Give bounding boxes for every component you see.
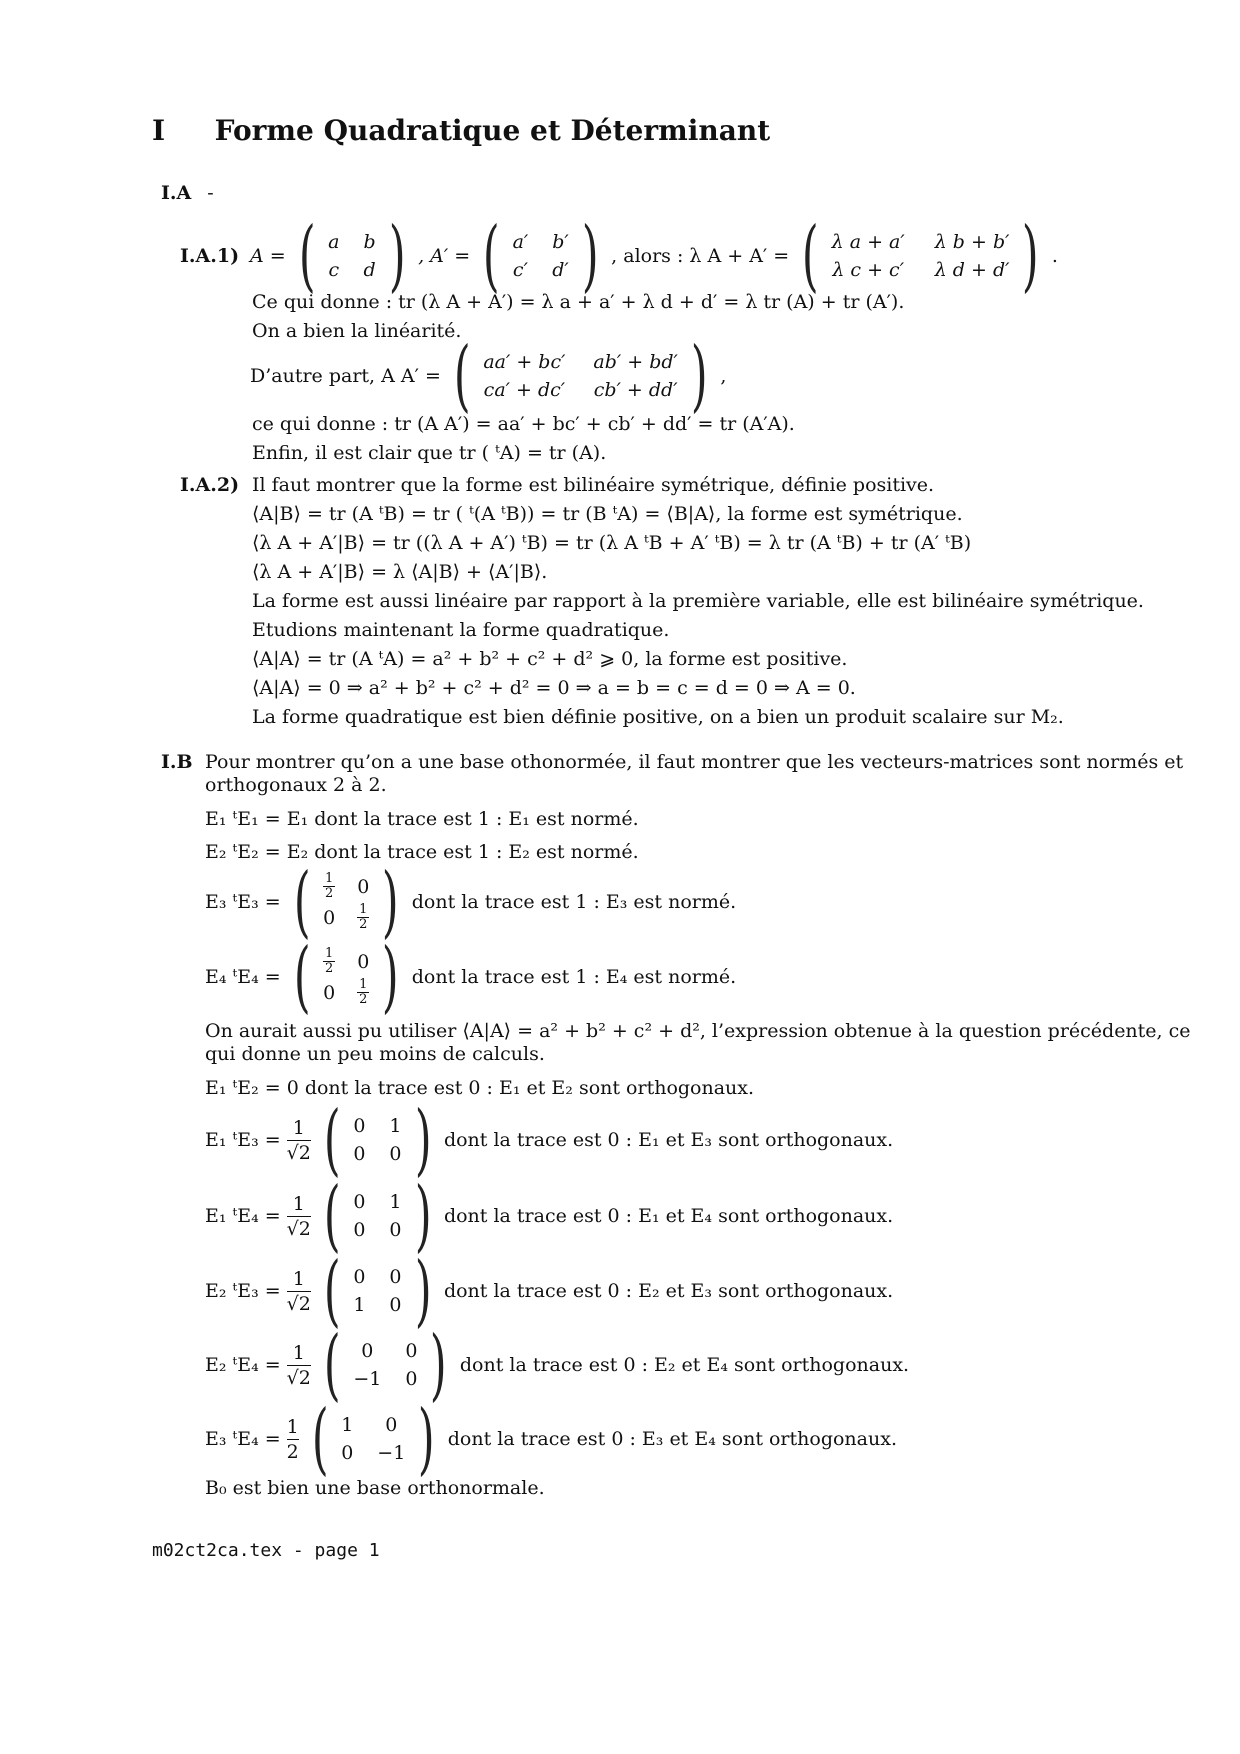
matrix-cell: a	[328, 231, 340, 253]
e3-lhs: E₃ ᵗE₃ =	[205, 891, 281, 913]
product-equation	[205, 1320, 910, 1410]
left-paren: (	[482, 211, 500, 301]
conclusion-line: B₀ est bien une base orthonormale.	[205, 1477, 545, 1499]
fraction-half: $\frac{1}{2}$	[359, 902, 368, 932]
ia2-line: La forme quadratique est bien définie positive, on a bien un produit scalaire sur M₂.	[252, 706, 1064, 728]
ib-intro: Pour montrer qu’on a une base othonormée, il faut montrer que les vecteurs-matrices sont normés et	[205, 751, 1184, 773]
left-paren: (	[323, 1320, 341, 1410]
a-def-prefix: A =	[250, 245, 286, 267]
matrix-cell: 0	[389, 1266, 402, 1288]
section-title: Forme Quadratique et Déterminant	[214, 114, 771, 147]
left-paren: (	[802, 211, 819, 301]
matrix-cell: 0	[353, 1115, 366, 1137]
product-trace-line: ce qui donne : tr (A A′) = aa′ + bc′ + cb′ + dd′ = tr (A′A).	[252, 413, 795, 435]
ib-intro: orthogonaux 2 à 2.	[205, 774, 387, 796]
matrix-cell: λ b + b′	[934, 231, 1010, 253]
ia2-line: Etudions maintenant la forme quadratique.	[252, 619, 670, 641]
product-equation	[205, 1095, 894, 1185]
matrix-cell: 0	[353, 1143, 366, 1165]
matrix-cell: 0	[353, 1219, 366, 1241]
matrix-cell: d	[363, 259, 376, 281]
matrix-a-prime	[513, 231, 569, 281]
product-matrix	[353, 1115, 401, 1165]
ia2-line: ⟨A|A⟩ = 0 ⇒ a² + b² + c² + d² = 0 ⇒ a = b = c = d = 0 ⇒ A = 0.	[252, 677, 856, 699]
fraction-half: $\frac{1}{2}$	[325, 871, 334, 901]
right-paren: )	[414, 1246, 432, 1336]
matrix-cell: 1	[341, 1414, 354, 1436]
product-matrix	[353, 1191, 401, 1241]
product-lhs: E₁ ᵗE₃ =	[205, 1129, 281, 1151]
subsection-ib-label: I.B	[161, 751, 193, 773]
product-lhs: E₁ ᵗE₄ =	[205, 1205, 281, 1227]
scalar-fraction: 1 √2	[286, 1192, 311, 1240]
question-ia2-label: I.A.2)	[180, 474, 240, 496]
remark-line: qui donne un peu moins de calculs.	[205, 1043, 545, 1065]
fraction-half: $\frac{1}{2}$	[325, 946, 334, 976]
ap-def-mid: , A′ =	[418, 245, 471, 267]
trace-linearity-line: Ce qui donne : tr (λ A + A′) = λ a + a′ + λ d + d′ = λ tr (A) + tr (A′).	[252, 291, 905, 313]
product-equation	[205, 1394, 897, 1484]
product-rhs: dont la trace est 0 : E₁ et E₃ sont orthogonaux.	[443, 1129, 894, 1151]
product-lhs: E₃ ᵗE₄ =	[205, 1428, 281, 1450]
left-paren: (	[298, 211, 316, 301]
section-number: I	[152, 114, 166, 147]
matrix-a	[328, 231, 376, 281]
matrix-sum	[832, 231, 1010, 281]
matrix-cell: 0	[405, 1340, 418, 1362]
matrix-cell: 0	[405, 1368, 418, 1390]
matrix-cell: 0	[361, 1340, 374, 1362]
matrix-cell: 0	[323, 981, 336, 1004]
matrix-cell: ca′ + dc′	[483, 379, 566, 401]
product-end: ,	[720, 365, 727, 387]
section-heading	[152, 114, 770, 147]
ia2-line: ⟨A|B⟩ = tr (A ᵗB) = tr ( ᵗ(A ᵗB)) = tr (B ᵗA) = ⟨B|A⟩, la forme est symétrique.	[252, 503, 963, 525]
product-equation	[205, 1246, 894, 1336]
product-lhs: E₂ ᵗE₄ =	[205, 1354, 281, 1376]
linearity-statement: On a bien la linéarité.	[252, 320, 462, 342]
e4-norm-equation	[205, 932, 737, 1022]
matrix-cell: 0	[389, 1294, 402, 1316]
product-rhs: dont la trace est 0 : E₂ et E₄ sont orthogonaux.	[459, 1354, 910, 1376]
matrix-cell: c	[328, 259, 340, 281]
matrix-cell: −1	[353, 1368, 382, 1390]
right-paren: )	[388, 211, 406, 301]
matrix-aa-prime	[483, 351, 678, 401]
transpose-trace-line: Enfin, il est clair que tr ( ᵗA) = tr (A).	[252, 442, 607, 464]
e3-rhs: dont la trace est 1 : E₃ est normé.	[411, 891, 737, 913]
e1e2-orth-line: E₁ ᵗE₂ = 0 dont la trace est 0 : E₁ et E₂ sont orthogonaux.	[205, 1077, 755, 1099]
matrix-cell: λ c + c′	[832, 259, 905, 281]
subsection-ia-label: I.A	[161, 182, 192, 204]
right-paren: )	[414, 1095, 432, 1185]
left-paren: (	[323, 1095, 341, 1185]
matrix-cell: 1	[389, 1115, 402, 1137]
product-lhs: E₂ ᵗE₃ =	[205, 1280, 281, 1302]
subsection-ia	[161, 180, 214, 206]
right-paren: )	[581, 211, 599, 301]
ia2-line: Il faut montrer que la forme est bilinéaire symétrique, définie positive.	[252, 474, 935, 496]
matrix-cell: λ a + a′	[831, 231, 905, 253]
ia2-line: La forme est aussi linéaire par rapport à la première variable, elle est bilinéaire symétrique.	[252, 590, 1144, 612]
matrix-cell: 0	[357, 875, 370, 898]
product-rhs: dont la trace est 0 : E₁ et E₄ sont orthogonaux.	[443, 1205, 894, 1227]
left-paren: (	[453, 331, 471, 421]
left-paren: (	[293, 857, 311, 947]
matrix-cell: λ d + d′	[934, 259, 1010, 281]
matrix-cell: 0	[353, 1191, 366, 1213]
matrix-cell: aa′ + bc′	[483, 351, 566, 373]
matrix-cell: 0	[357, 950, 370, 973]
page-footer: m02ct2ca.tex - page 1	[152, 1540, 380, 1561]
matrix-cell: cb′ + dd′	[593, 379, 678, 401]
matrix-cell: 0	[341, 1442, 354, 1464]
fraction-half: $\frac{1}{2}$	[359, 977, 368, 1007]
ia2-line: ⟨λ A + A′|B⟩ = λ ⟨A|B⟩ + ⟨A′|B⟩.	[252, 561, 548, 583]
left-paren: (	[311, 1394, 329, 1484]
e4-rhs: dont la trace est 1 : E₄ est normé.	[411, 966, 737, 988]
matrix-e3	[323, 872, 369, 932]
product-matrix	[353, 1340, 417, 1390]
remark-line: On aurait aussi pu utiliser ⟨A|A⟩ = a² + b² + c² + d², l’expression obtenue à la question précédente, ce	[205, 1020, 1191, 1042]
right-paren: )	[382, 857, 399, 947]
ia2-line: ⟨λ A + A′|B⟩ = tr ((λ A + A′) ᵗB) = tr (λ A ᵗB + A′ ᵗB) = λ tr (A ᵗB) + tr (A′ ᵗB)	[252, 532, 972, 554]
right-paren: )	[690, 331, 708, 421]
matrix-cell: 0	[353, 1266, 366, 1288]
e3-norm-equation	[205, 857, 737, 947]
product-rhs: dont la trace est 0 : E₂ et E₃ sont orthogonaux.	[443, 1280, 894, 1302]
ia2-line: ⟨A|A⟩ = tr (A ᵗA) = a² + b² + c² + d² ⩾ 0, la forme est positive.	[252, 648, 848, 670]
scalar-fraction: 1 √2	[286, 1341, 311, 1389]
question-ia1-label: I.A.1)	[180, 245, 240, 267]
e4-lhs: E₄ ᵗE₄ =	[205, 966, 281, 988]
product-matrix	[353, 1266, 401, 1316]
matrix-cell: b′	[552, 231, 569, 253]
matrix-definitions	[250, 211, 1058, 301]
matrix-cell: 0	[389, 1219, 402, 1241]
matrix-cell: 0	[389, 1143, 402, 1165]
product-prefix: D’autre part, A A′ =	[250, 365, 441, 387]
left-paren: (	[293, 932, 311, 1022]
left-paren: (	[323, 1171, 341, 1261]
left-paren: (	[323, 1246, 341, 1336]
right-paren: )	[418, 1394, 435, 1484]
scalar-fraction: 1 √2	[286, 1116, 311, 1164]
def-alors: , alors : λ A + A′ =	[611, 245, 790, 267]
matrix-cell: a′	[512, 231, 529, 253]
product-rhs: dont la trace est 0 : E₃ et E₄ sont orthogonaux.	[447, 1428, 897, 1450]
matrix-cell: 0	[323, 906, 336, 929]
right-paren: )	[430, 1320, 448, 1410]
scalar-fraction: 1 √2	[286, 1267, 311, 1315]
matrix-cell: 1	[353, 1294, 366, 1316]
matrix-cell: d′	[552, 259, 569, 281]
matrix-cell: ab′ + bd′	[593, 351, 678, 373]
def-end: .	[1051, 245, 1058, 267]
matrix-e4	[323, 947, 369, 1007]
matrix-cell: 0	[385, 1414, 398, 1436]
matrix-cell: −1	[377, 1442, 406, 1464]
subsection-ia-dash: -	[207, 182, 214, 204]
e1-norm-line: E₁ ᵗE₁ = E₁ dont la trace est 1 : E₁ est normé.	[205, 808, 639, 830]
scalar-fraction: 1 2	[286, 1415, 299, 1463]
matrix-cell: b	[363, 231, 376, 253]
product-equation	[205, 1171, 894, 1261]
e2-norm-line: E₂ ᵗE₂ = E₂ dont la trace est 1 : E₂ est normé.	[205, 841, 639, 863]
right-paren: )	[414, 1171, 432, 1261]
matrix-cell: c′	[512, 259, 528, 281]
product-matrix	[341, 1414, 405, 1464]
right-paren: )	[382, 932, 399, 1022]
matrix-cell: 1	[389, 1191, 402, 1213]
right-paren: )	[1022, 211, 1040, 301]
